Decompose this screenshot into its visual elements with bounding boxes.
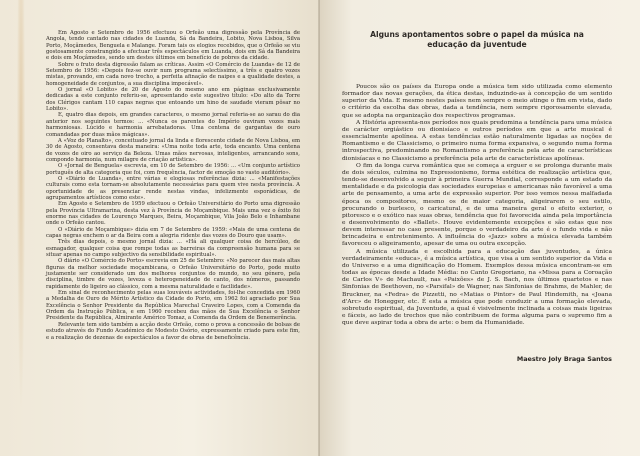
- left-paragraph: O jornal «O Lobito» de 20 de Agosto do mesmo ano em páginas exclusivamente dedicadas a este conjunto referiu-se, apresentando este sugestivo título: «Do alto da Torre dos Clérigos cantam 110 capas negras que entoando um hino de saudade vieram pôsar no Lobito».: [46, 87, 300, 113]
- article-title-line-2: educação da juventude: [427, 40, 527, 49]
- left-paragraph: O diário «O Comércio do Porto» escrevia em 25 de Setembro: «No parecer das mais altas figuras da melhor sociedade moçambicana, o Orfeão Universitário do Porto, pode muito justamente ser considerado um dos melhores conjuntos do mundo, no seu género, pela disciplina, timbre de vozes, leveza e heterogeneidade de canto, dos números, passando rapidamente do ligeiro ao clássico, com a mesma naturalidade e facilidade».: [46, 258, 300, 290]
- right-page: [320, 0, 640, 456]
- left-paragraph: Em Agosto e Setembro de 1959 efectuou o Orfeão Universitário do Porto uma digressão pela Província Ultramarina, desta vez à Província de Moçambique. Mais uma vez o êxito foi enorme nas cidades de Lourenço Marques, Beira, Moçambique, Vila João Belo e Inhambane onde o Orfeão cantou.: [46, 201, 300, 227]
- page-stain: [16, 0, 26, 456]
- author-signature: Maestro Joly Braga Santos: [516, 355, 612, 364]
- left-paragraph: O «Diário de Luanda», entre várias e elogiosas referências dizia: ... «Manifestações culturais como esta tornam-se absolutamente necessárias para quem vive nesta província. A oportunidade de as presenciar rende nestas vindas, infelizmente esporádicas, de agrupamentos artísticos como este».: [46, 175, 300, 201]
- left-paragraph: Sobre o fruto desta digressão falam as críticas. Assim «O Comércio de Luanda» de 12 de Setembro de 1956: «Depois fez-se ouvir num programa selectíssimo, a três e quatro vozes mistas, provando, em cada novo trecho, a perfeita afinação de naipes e a qualidade destes, a homogeneidade de conjuntos, a sua disciplina impecável».: [46, 61, 300, 87]
- left-paragraph: A «Voz do Planalto», conceituado jornal da linda e florescente cidade de Nova Lisboa, em 30 de Agosto, consentava desta maneira: «Uma noite toda arte, toda encanto. Uma centena de vozes de oiro ao serviço da Beleza. Umas mãos nervosas, inteligentes, arrancando sons, compondo harmonia, num milagre de criação artística».: [46, 137, 300, 163]
- article-title-line-1: Alguns apontamentos sobre o papel da música na: [370, 30, 584, 39]
- left-paragraph: Três dias depois, o mesmo jornal dizia: ... «Há ali qualquer coisa de hercúleo, de esmagador, qualquer coisa que rompe todas as barreiras da compreensão humana para se situar apenas no campo subjectivo da sensibilidade espiritual».: [46, 239, 300, 259]
- article-title: [342, 30, 612, 50]
- right-paragraph: O fim da longa curva romântica que se começa a erguer e se prolonga durante mais de dois séculos, culmina no Expressionismo, forma estética de realização artística que, tendo-se desenvolvido a seguir à primeira Guerra Mundial, corresponde a um estado da mentalidade e da psicologia das sociedades europeias e americanas não favorável a uma arte de pensamento, a uma arte de expressão superior. Por isso vemos nessa malfadada época os compositores, mesmo os de maior categoria, aligeirarem o seu estilo, procurando o burlesco, o caricatural, e de uma maneira geral o efeito exterior, o pitoresco e o exótico nas suas obras, tendência que foi favorecida ainda pela importância e desenvolvimento do «Ballet». Houve evidentemente excepções e são estas que nos devem interessar no caso presente, porque o verdadeiro da arte é o fundo vida e não brincadeira e entretenimento. A influência do «Jazz» sobre a música elevada também favoreceu o aligeiramento, apesar de uma ou outra excepção.: [342, 162, 612, 248]
- right-paragraph: A música utilizada e escolhida para a educação das juventudes, a única verdadeiramente «educa», é a música artística, que visa a um sentido superior da Vida e do Universo e a uma dignificação do Homem. Exemplos dessa música encontram-se em todas as épocas desde a Idade Média: no Canto Gregoriano, na «Missa para a Coroação de Carlos V» de Machault, nas «Paixões» de J. S. Bach, nos últimos quartetos e nas Sinfonias de Beethoven, no «Parsifal» de Wagner, nas Sinfonias de Brahms, de Mahler, de Bruckner, na «Fedra» de Pizzetti, no «Matias o Pintor» de Paul Hindemith, na «Joana d'Arc» de Honegger, etc. É esta a música que pode conduzir a uma formação elevada, sobretudo espiritual, da Juventude, a qual é visivelmente inclinada a coisas mais ligeiras e fáceis, ao lado de trechos que não contribuem de forma alguma para o supremo fim a que deve aspirar toda a obra de arte: o bem da Humanidade.: [342, 248, 612, 327]
- left-paragraph: O «Diário de Moçambique» dizia em 7 de Setembro de 1959: «Mais de uma centena de capas negras enchem o ar da Beira com a alegria ridente das vozes do Douro que usam».: [46, 226, 300, 239]
- right-paragraph: A História apresenta-nos períodos nos quais predomina a tendência para uma música de carácter orgiástico ou dionisíaco e outros períodos em que a arte musical é essencialmente apolínea. A estas tendências estão naturalmente ligadas as noções de Romantismo e de Classicismo, o primeiro numa forma expansiva, o segundo numa forma introspectiva, predominando no Romantismo a preferência pela arte de características dionisíacas e no Classicismo a preferência pela arte de características apolíneas.: [342, 119, 613, 162]
- left-paragraph: Relevante tem sido também a acção deste Orfeão, como o prova a concessão de bolsas de estudo através do Fundo Académico de Modesto Osório, expressamente criado para este fim, e a realização de dezenas de espectáculos a favor de obras de beneficência.: [46, 321, 300, 341]
- left-paragraph: E, quatro dias depois, em grandes caracteres, o mesmo jornal referia-se ao sarau do dia anterior nos seguintes termos: ... «Nunca os parentes do Império ouviram vozes mais harmoniosas. Lúcido e harmonia arrebatadoras. Uma centena de gargantas de ouro comandadas por duas mãos mágicas».: [46, 112, 300, 138]
- left-paragraph: O «Jornal de Benguela» escrevia, em 10 de Setembro de 1956: ... «Um conjunto artístico português de alta categoria que foi, com frequência, factor de emoção no vasto auditório».: [46, 163, 300, 176]
- right-paragraph: Poucos são os países da Europa onde a música tem sido utilizada como elemento formador das novas gerações, da ética destas, induzindo-as à concepção de um sentido superior da Vida. E mesmo nestes países nem sempre o meio atinge o fim em vista, dado o critério da escolha das obras, dada a tendência, nem sempre rigorosamente elevada, que se adopta na organização dos respectivos programas.: [342, 84, 612, 119]
- left-paragraph: Em Agosto e Setembro de 1956 efectuou o Orfeão uma digressão pela Província de Angola, tendo cantado nas cidades de Luanda, Sá da Bandeira, Lobito, Nova Lisboa, Silva Porto, Moçâmedes, Benguela e Malange. Foram tais os elogios recebidos, que o Orfeão se viu gostosamente constrangido a efectuar três espectáculos em Luanda, dois em Sá da Bandeira e dois em Moçâmedes, sendo um destes últimos em benefício de pobres da cidade.: [46, 30, 300, 62]
- left-paragraph: Em sinal de reconhecimento pelas suas louváveis actividades, foi-lhe concedida em 1960 a Medalha de Ouro de Mérito Artístico da Cidade do Porto, em 1962 foi agraciado por Sua Excelência o Senhor Presidente da República Marechal Craveiro Lopes, com a Comenda da Ordem da Instrução Pública, e em 1960 recebeu das mãos de Sua Excelência o Senhor Presidente da República, Almirante Américo Tomaz, a Comenda da Ordem de Benemerência.: [46, 290, 300, 322]
